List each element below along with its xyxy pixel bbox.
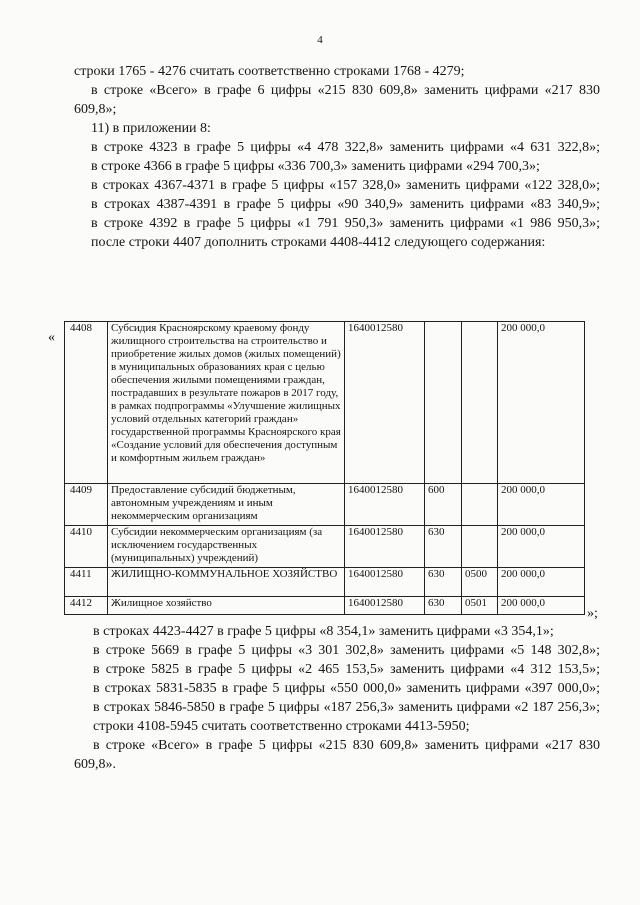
paragraph: в строке «Всего» в графе 5 цифры «215 830 609,8» заменить цифрами «217 830 609,8». — [74, 738, 600, 772]
row-sum: 200 000,0 — [498, 322, 585, 484]
closing-quote: »; — [587, 606, 598, 621]
row-name: Субсидия Красноярскому краевому фонду жилищного строительства на строительство и приобретение жилых домов (жилых помещений) в муниципальных образованиях края с целью обеспечения жилыми помещениями граждан, пострадавших в результате пожаров в 2017 году, в рамках подпрограммы «Улучшение жилищных условий отдельных категорий граждан» государственной программы Красноярского края «Создание условий для обеспечения доступным и комфортным жильем граждан» — [108, 322, 345, 484]
row-number: 4408 — [65, 322, 108, 484]
row-vr — [425, 322, 462, 484]
row-name: Предоставление субсидий бюджетным, автономным учреждениям и иным некоммерческим организациям — [108, 484, 345, 526]
row-sum: 200 000,0 — [498, 597, 585, 615]
row-code: 1640012580 — [345, 597, 425, 615]
row-code: 1640012580 — [345, 484, 425, 526]
row-sum: 200 000,0 — [498, 568, 585, 597]
paragraph: в строке 5669 в графе 5 цифры «3 301 302,8» заменить цифрами «5 148 302,8»; — [93, 643, 600, 658]
paragraph: в строках 4387-4391 в графе 5 цифры «90 340,9» заменить цифрами «83 340,9»; — [91, 197, 600, 212]
paragraph: после строки 4407 дополнить строками 4408-4412 следующего содержания: — [91, 235, 546, 250]
table-row — [65, 597, 585, 615]
amendment-text-top — [74, 62, 600, 252]
paragraph: в строке 4366 в графе 5 цифры «336 700,3» заменить цифрами «294 700,3»; — [91, 159, 540, 174]
table-row — [65, 568, 585, 597]
paragraph: в строке 4392 в графе 5 цифры «1 791 950,3» заменить цифрами «1 986 950,3»; — [91, 216, 600, 231]
table-row — [65, 484, 585, 526]
table-row — [65, 322, 585, 484]
paragraph: строки 1765 - 4276 считать соответственно строками 1768 - 4279; — [74, 64, 465, 79]
row-number: 4411 — [65, 568, 108, 597]
row-name: Жилищное хозяйство — [108, 597, 345, 615]
page-number: 4 — [317, 34, 323, 46]
row-rz: 0500 — [462, 568, 498, 597]
paragraph: в строке 5825 в графе 5 цифры «2 465 153,5» заменить цифрами «4 312 153,5»; — [93, 662, 600, 677]
row-name: Субсидии некоммерческим организациям (за исключением государственных (муниципальных) учреждений) — [108, 526, 345, 568]
row-sum: 200 000,0 — [498, 484, 585, 526]
paragraph: в строке 4323 в графе 5 цифры «4 478 322,8» заменить цифрами «4 631 322,8»; — [91, 140, 600, 155]
row-number: 4409 — [65, 484, 108, 526]
row-vr: 630 — [425, 597, 462, 615]
row-sum: 200 000,0 — [498, 526, 585, 568]
paragraph: 11) в приложении 8: — [91, 121, 211, 136]
paragraph: в строках 5846-5850 в графе 5 цифры «187 256,3» заменить цифрами «2 187 256,3»; — [93, 700, 600, 715]
row-rz — [462, 322, 498, 484]
amendment-text-bottom — [74, 622, 600, 774]
row-rz: 0501 — [462, 597, 498, 615]
budget-table — [64, 321, 585, 615]
paragraph: в строке «Всего» в графе 6 цифры «215 830 609,8» заменить цифрами «217 830 609,8»; — [74, 83, 600, 117]
paragraph: строки 4108-5945 считать соответственно строками 4413-5950; — [93, 719, 470, 734]
row-number: 4412 — [65, 597, 108, 615]
paragraph: в строках 5831-5835 в графе 5 цифры «550 000,0» заменить цифрами «397 000,0»; — [93, 681, 600, 696]
paragraph: в строках 4367-4371 в графе 5 цифры «157 328,0» заменить цифрами «122 328,0»; — [91, 178, 600, 193]
row-rz — [462, 526, 498, 568]
opening-quote: « — [48, 330, 55, 345]
paragraph: в строках 4423-4427 в графе 5 цифры «8 354,1» заменить цифрами «3 354,1»; — [93, 624, 554, 639]
row-name: ЖИЛИЩНО-КОММУНАЛЬНОЕ ХОЗЯЙСТВО — [108, 568, 345, 597]
row-vr: 630 — [425, 568, 462, 597]
row-vr: 630 — [425, 526, 462, 568]
row-code: 1640012580 — [345, 526, 425, 568]
row-rz — [462, 484, 498, 526]
row-vr: 600 — [425, 484, 462, 526]
row-number: 4410 — [65, 526, 108, 568]
row-code: 1640012580 — [345, 568, 425, 597]
table-row — [65, 526, 585, 568]
row-code: 1640012580 — [345, 322, 425, 484]
